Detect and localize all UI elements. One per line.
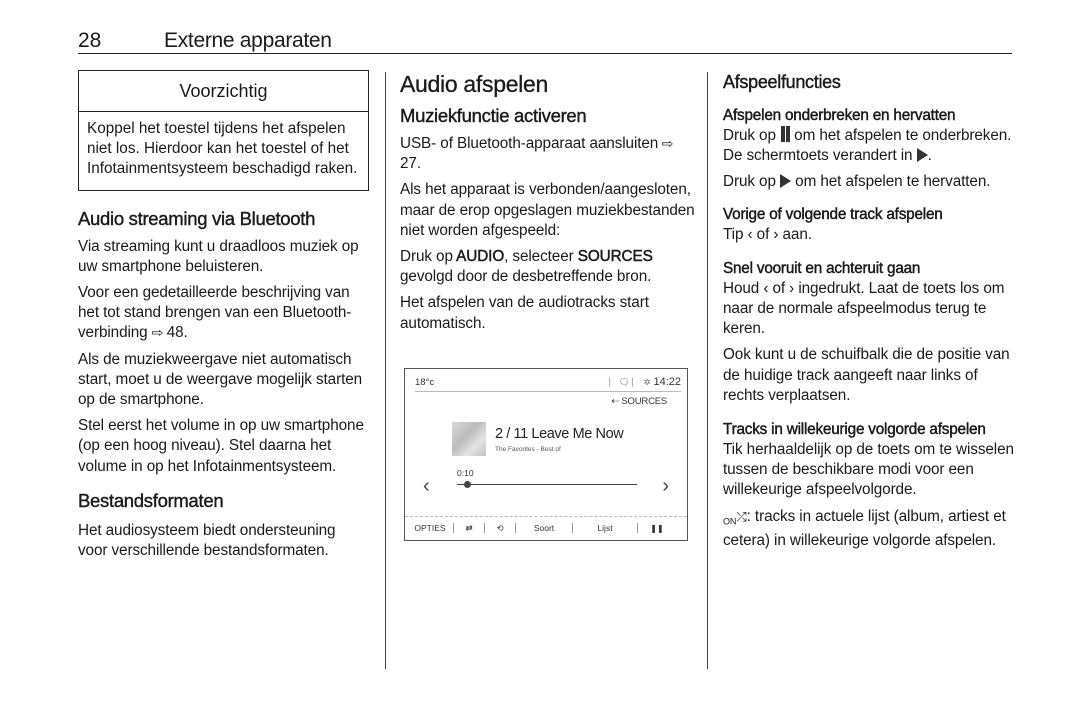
subsection-heading: Snel vooruit en achteruit gaan bbox=[723, 259, 921, 277]
paragraph: Het audiosysteem biedt ondersteuning voor verschillende bestandsformaten. bbox=[78, 521, 336, 560]
icon-glyph: ⤮ bbox=[736, 508, 747, 524]
previous-track-icon: ‹ bbox=[423, 474, 430, 497]
caution-text: Koppel het toestel tijdens het afspelen niet los. Hierdoor kan het toestel of het Infotainmentsysteem beschadigd raken. bbox=[87, 120, 358, 178]
text: Druk op bbox=[723, 173, 781, 191]
paragraph bbox=[400, 134, 695, 174]
message-settings-icon: ⎸🗨 ⎸ ✲ bbox=[609, 376, 651, 387]
text: Druk op bbox=[400, 248, 457, 266]
keyword-audio: AUDIO bbox=[456, 248, 505, 266]
column-divider bbox=[385, 72, 386, 669]
paragraph: Tik herhaaldelijk op de toets om te wisselen tussen de beschikbare modi voor een willekeurige afspeelvolgorde. bbox=[723, 441, 1014, 499]
icon-sub: ON bbox=[723, 516, 737, 527]
paragraph bbox=[723, 172, 1015, 192]
list-button: Lijst bbox=[597, 523, 613, 534]
paragraph: Via streaming kunt u draadloos muziek op uw smartphone beluisteren. bbox=[78, 237, 359, 275]
repeat-icon: ⟲ bbox=[496, 522, 504, 533]
page-reference-link[interactable]: 27. bbox=[400, 155, 421, 173]
paragraph: Als de muziekweergave niet automatisch start, moet u de weergave mogelijk starten op de smartphone. bbox=[78, 350, 363, 409]
shuffle-icon: ⇄ bbox=[465, 522, 473, 533]
subsection-heading: Tracks in willekeurige volgorde afspelen bbox=[723, 421, 986, 439]
shuffle-on-icon bbox=[723, 507, 747, 532]
paragraph: Als het apparaat is verbonden/aangesloten, maar de erop opgeslagen muziekbestanden niet worden afgespeeld: bbox=[400, 181, 695, 239]
subsection-heading: Vorige of volgende track afspelen bbox=[723, 205, 943, 223]
paragraph: Het afspelen van de audiotracks start automatisch. bbox=[400, 294, 649, 332]
album-name: The Favorites - Best of bbox=[495, 445, 561, 453]
subsection-heading: Muziekfunctie activeren bbox=[400, 105, 587, 126]
column-middle bbox=[400, 70, 695, 541]
status-area bbox=[609, 376, 681, 388]
column-divider bbox=[707, 72, 708, 669]
text: . bbox=[927, 147, 932, 165]
clock: 14:22 bbox=[653, 375, 681, 388]
text: om het afspelen te hervatten. bbox=[791, 173, 991, 191]
pause-icon bbox=[780, 126, 790, 142]
text: gevolgd door de desbetreffende bron. bbox=[400, 268, 652, 286]
paragraph bbox=[78, 283, 368, 344]
page-header bbox=[78, 28, 1012, 54]
text: Druk op bbox=[723, 127, 781, 144]
paragraph: Houd ‹ of › ingedrukt. Laat de toets los om naar de normale afspeelmodus terug te keren. bbox=[723, 279, 1005, 338]
pause-icon: ❚❚ bbox=[650, 523, 664, 533]
paragraph bbox=[723, 507, 1015, 552]
album-art bbox=[452, 422, 486, 456]
caution-box bbox=[78, 70, 369, 191]
paragraph-text: Voor een gedetailleerde beschrijving van het tot stand brengen van een Bluetooth-verbinding bbox=[78, 284, 352, 342]
section-heading: Bestandsformaten bbox=[78, 489, 224, 511]
page-number: 28 bbox=[78, 29, 102, 52]
screen-status-bar bbox=[415, 375, 681, 392]
paragraph bbox=[723, 126, 1015, 166]
options-button: OPTIES bbox=[414, 523, 446, 534]
keyword-sources: SOURCES bbox=[577, 248, 653, 266]
text: , selecteer bbox=[504, 248, 578, 266]
section-title: Audio afspelen bbox=[400, 71, 548, 97]
play-icon bbox=[780, 174, 791, 188]
sources-button: ⇠ SOURCES bbox=[611, 395, 667, 407]
play-icon bbox=[917, 148, 928, 162]
section-title: Afspeelfuncties bbox=[723, 72, 841, 92]
subsection-heading: Afspelen onderbreken en hervatten bbox=[723, 107, 956, 124]
next-track-icon: › bbox=[662, 474, 669, 497]
text: om het afspelen te onderbreken. De schermtoets verandert in bbox=[723, 127, 1012, 165]
text: : tracks in actuele lijst (album, artiest et cetera) in willekeurige volgorde afspelen. bbox=[723, 507, 1006, 550]
column-left bbox=[78, 70, 368, 567]
paragraph: Stel eerst het volume in op uw smartphone (op een hoog niveau). Stel daarna het volume in op het Infotainmentsysteem. bbox=[78, 417, 364, 475]
slider-knob bbox=[464, 481, 471, 488]
track-title: 2 / 11 Leave Me Now bbox=[495, 425, 624, 442]
elapsed-time: 0:10 bbox=[457, 467, 474, 478]
screen-toolbar bbox=[405, 516, 687, 540]
section-heading: Audio streaming via Bluetooth bbox=[78, 207, 316, 229]
column-right bbox=[723, 70, 1015, 558]
paragraph: Ook kunt u de schuifbalk die de positie van de huidige track aangeeft naar links of rechts verplaatsen. bbox=[723, 346, 1010, 404]
sort-button: Soort bbox=[533, 523, 555, 534]
infotainment-screen-illustration bbox=[404, 368, 688, 541]
paragraph: Tip ‹ of › aan. bbox=[723, 225, 812, 243]
paragraph bbox=[400, 247, 695, 287]
paragraph-text: USB- of Bluetooth-apparaat aansluiten bbox=[400, 135, 659, 152]
page-reference-link[interactable]: 48. bbox=[166, 324, 188, 342]
caution-title: Voorzichtig bbox=[79, 71, 368, 112]
chapter-title: Externe apparaten bbox=[164, 29, 332, 52]
progress-slider bbox=[457, 484, 637, 486]
temperature: 18°c bbox=[415, 376, 435, 388]
page-reference-icon: ⇨ bbox=[151, 325, 164, 341]
page-reference-icon: ⇨ bbox=[661, 136, 674, 151]
